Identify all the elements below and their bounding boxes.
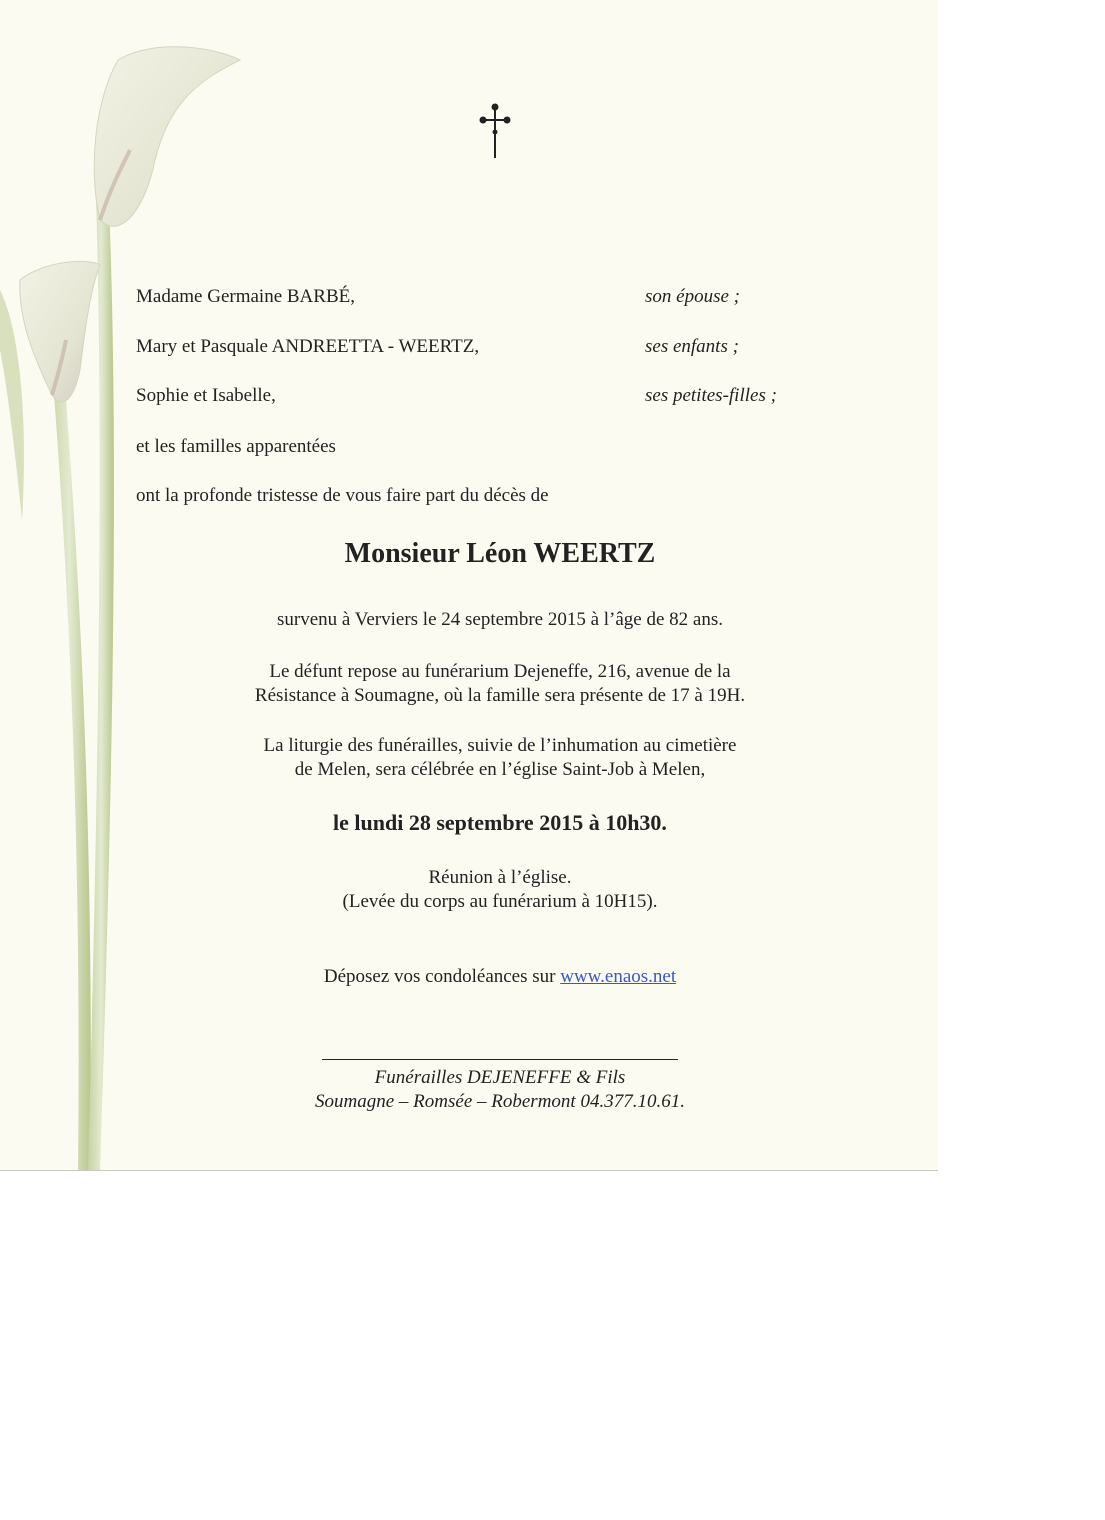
funeral-home-name: Funérailles DEJENEFFE & Fils (374, 1067, 626, 1088)
family-relation-children: ses enfants ; (645, 336, 739, 357)
relatives-line: et les familles apparentées (136, 436, 336, 457)
meeting-line-2: (Levée du corps au funérarium à 10H15). (342, 891, 658, 912)
viewing-line-2: Résistance à Soumagne, où la famille sera présente de 17 à 19H. (254, 685, 746, 706)
family-name-spouse: Madame Germaine BARBÉ, (136, 286, 355, 307)
family-name-granddaughters: Sophie et Isabelle, (136, 385, 276, 406)
deceased-name: Monsieur Léon WEERTZ (344, 538, 656, 569)
condolences-line (120, 965, 880, 989)
cross-icon (470, 100, 520, 164)
family-name-children: Mary et Pasquale ANDREETTA - WEERTZ, (136, 336, 480, 357)
family-relation-granddaughters: ses petites-filles ; (645, 385, 777, 406)
ceremony-date: le lundi 28 septembre 2015 à 10h30. (333, 810, 667, 835)
signature-divider (322, 1059, 678, 1060)
funeral-home-locations: Soumagne – Romsée – Robermont 04.377.10.61. (315, 1091, 685, 1112)
liturgy-line-1: La liturgie des funérailles, suivie de l’inhumation au cimetière (263, 735, 737, 756)
announcement-line: ont la profonde tristesse de vous faire part du décès de (136, 485, 549, 506)
meeting-line-1: Réunion à l’église. (428, 867, 572, 888)
viewing-line-1: Le défunt repose au funérarium Dejeneffe, 216, avenue de la (269, 661, 731, 682)
condolences-prefix: Déposez vos condoléances sur (323, 966, 561, 987)
family-relation-spouse: son épouse ; (645, 286, 740, 307)
death-details: survenu à Verviers le 24 septembre 2015 à l’âge de 82 ans. (276, 609, 723, 630)
condolences-link[interactable]: www.enaos.net (560, 966, 677, 987)
calla-lily-illustration (0, 0, 260, 1170)
liturgy-line-2: de Melen, sera célébrée en l’église Saint-Job à Melen, (294, 759, 706, 780)
